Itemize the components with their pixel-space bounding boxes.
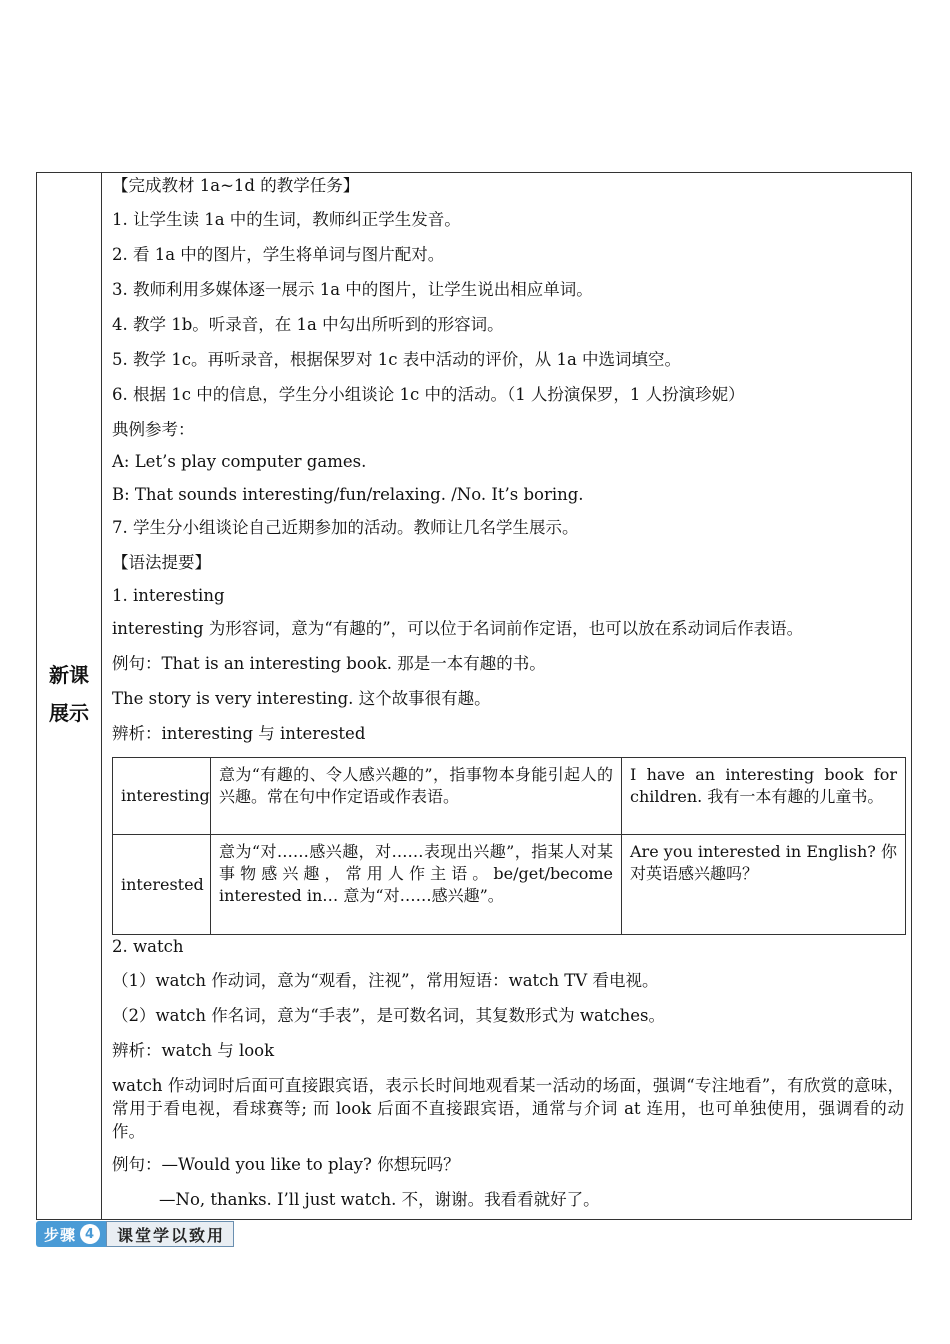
step-banner xyxy=(36,1221,234,1247)
watch-look-explanation: watch 作动词时后面可直接跟宾语，表示长时间地观看某一活动的场面，强调“专注地看”，有欣赏的意味，常用于看电视，看球赛等; 而 look 后面不直接跟宾语，通常与介词 at 连用，也可单独使用，强调看的动作。 xyxy=(112,1076,904,1141)
step-number: 4 xyxy=(80,1224,100,1244)
table-row xyxy=(113,835,906,935)
task-step-4: 4. 教学 1b。听录音，在 1a 中勾出所听到的形容词。 xyxy=(112,315,504,334)
task-step-2: 2. 看 1a 中的图片，学生将单词与图片配对。 xyxy=(112,245,445,264)
grammar-point-1: 1. interesting xyxy=(112,586,225,605)
comparison-table xyxy=(112,757,906,935)
section-label-line-2: 展示 xyxy=(49,701,89,725)
task-step-5: 5. 教学 1c。再听录音，根据保罗对 1c 表中活动的评价，从 1a 中选词填空。 xyxy=(112,350,682,369)
watch-example-1: 例句：—Would you like to play? 你想玩吗？ xyxy=(112,1155,460,1174)
watch-example-2: —No, thanks. I’ll just watch. 不，谢谢。我看看就好了。 xyxy=(159,1190,600,1209)
interesting-example-2: The story is very interesting. 这个故事很有趣。 xyxy=(112,689,491,708)
step-label: 步骤 xyxy=(44,1225,77,1244)
example-cell: Are you interested in English? 你对英语感兴趣吗？ xyxy=(622,835,906,935)
step-title: 课堂学以致用 xyxy=(106,1221,234,1247)
task-step-1: 1. 让学生读 1a 中的生词，教师纠正学生发音。 xyxy=(112,210,461,229)
task-heading: 【完成教材 1a~1d 的教学任务】 xyxy=(112,176,360,195)
term-cell: interested xyxy=(113,835,211,935)
watch-look-compare-heading: 辨析：watch 与 look xyxy=(112,1041,275,1060)
section-label-line-1: 新课 xyxy=(49,663,89,687)
task-step-7: 7. 学生分小组谈论自己近期参加的活动。教师让几名学生展示。 xyxy=(112,518,579,537)
task-step-6: 6. 根据 1c 中的信息，学生分小组谈论 1c 中的活动。（1 人扮演保罗，1 人扮演珍妮） xyxy=(112,385,745,404)
watch-verb-usage: （1）watch 作动词，意为“观看，注视”，常用短语：watch TV 看电视。 xyxy=(112,971,659,990)
grammar-heading: 【语法提要】 xyxy=(112,553,211,572)
dialogue-line-a: A: Let’s play computer games. xyxy=(112,452,367,471)
dialogue-line-b: B: That sounds interesting/fun/relaxing. /No. It’s boring. xyxy=(112,485,584,504)
interesting-example-1: 例句：That is an interesting book. 那是一本有趣的书。 xyxy=(112,654,546,673)
example-cell: I have an interesting book for children. 我有一本有趣的儿童书。 xyxy=(622,758,906,835)
watch-noun-usage: （2）watch 作名词，意为“手表”，是可数名词，其复数形式为 watches。 xyxy=(112,1006,666,1025)
table-row xyxy=(113,758,906,835)
section-label xyxy=(36,656,102,732)
term-cell: interesting xyxy=(113,758,211,835)
meaning-cell: 意为“对……感兴趣，对……表现出兴趣”，指某人对某事物感兴趣，常用人作主语。be/get/become interested in… 意为“对……感兴趣”。 xyxy=(211,835,622,935)
example-heading: 典例参考： xyxy=(112,420,195,439)
task-step-3: 3. 教师利用多媒体逐一展示 1a 中的图片，让学生说出相应单词。 xyxy=(112,280,593,299)
step-tag xyxy=(36,1221,106,1247)
meaning-cell: 意为“有趣的、令人感兴趣的”，指事物本身能引起人的兴趣。常在句中作定语或作表语。 xyxy=(211,758,622,835)
grammar-point-2: 2. watch xyxy=(112,937,184,956)
interesting-definition: interesting 为形容词，意为“有趣的”，可以位于名词前作定语，也可以放在系动词后作表语。 xyxy=(112,619,804,638)
compare-heading: 辨析：interesting 与 interested xyxy=(112,724,366,743)
